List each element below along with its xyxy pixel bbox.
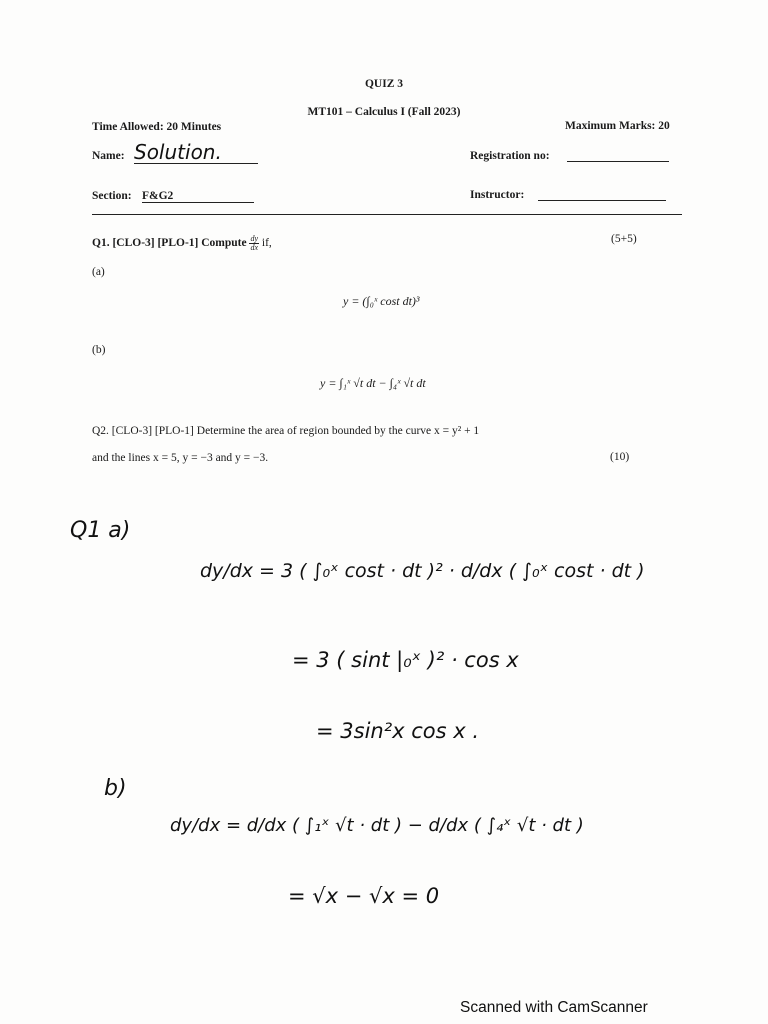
q2-line2: and the lines x = 5, y = −3 and y = −3. (92, 452, 269, 464)
solution-a-line1: dy/dx = 3 ( ∫₀ˣ cost · dt )² · d/dx ( ∫₀ˣ cost · dt ) (200, 560, 645, 582)
section-value: F&G2 (142, 190, 254, 203)
course-title: MT101 – Calculus I (Fall 2023) (307, 106, 461, 118)
q1-suffix: if, (261, 237, 272, 250)
section-label: Section: (92, 190, 132, 202)
solution-a-line2: = 3 ( sint |₀ˣ )² · cos x (292, 648, 519, 672)
time-allowed: Time Allowed: 20 Minutes (92, 121, 222, 133)
solution-a-line3: = 3sin²x cos x . (316, 719, 480, 743)
q1-part-b-label: (b) (92, 344, 106, 356)
camscanner-watermark: Scanned with CamScanner (460, 999, 648, 1016)
q1-equation-a: y = (∫₀ˣ cost dt)³ (343, 294, 420, 308)
instructor-label: Instructor: (470, 189, 525, 201)
instructor-blank (538, 200, 666, 201)
solution-b-line2: = √x − √x = 0 (288, 884, 440, 908)
q2-marks: (10) (610, 451, 630, 463)
max-marks: Maximum Marks: 20 (565, 120, 670, 132)
name-value: Solution. (134, 141, 258, 164)
solution-q1a-label: Q1 a) (70, 518, 131, 543)
registration-label: Registration no: (470, 150, 550, 162)
registration-blank (567, 161, 669, 162)
header-divider (92, 214, 682, 215)
quiz-title: QUIZ 3 (364, 78, 404, 90)
q2-line1: Q2. [CLO-3] [PLO-1] Determine the area of region bounded by the curve x = y² + 1 (92, 425, 480, 437)
solution-b-label: b) (104, 776, 127, 801)
q1-statement (92, 235, 272, 252)
dy-dx-fraction: $\frac{dy}{dx}$ (250, 234, 259, 252)
q1-part-a-label: (a) (92, 266, 105, 278)
q1-label: Q1. [CLO-3] [PLO-1] Compute (92, 237, 247, 250)
name-label: Name: (92, 150, 125, 162)
solution-b-line1: dy/dx = d/dx ( ∫₁ˣ √t · dt ) − d/dx ( ∫₄ˣ √t · dt ) (170, 815, 584, 836)
q1-marks: (5+5) (611, 233, 637, 245)
q1-equation-b: y = ∫₁ˣ √t dt − ∫₄ˣ √t dt (320, 376, 426, 390)
